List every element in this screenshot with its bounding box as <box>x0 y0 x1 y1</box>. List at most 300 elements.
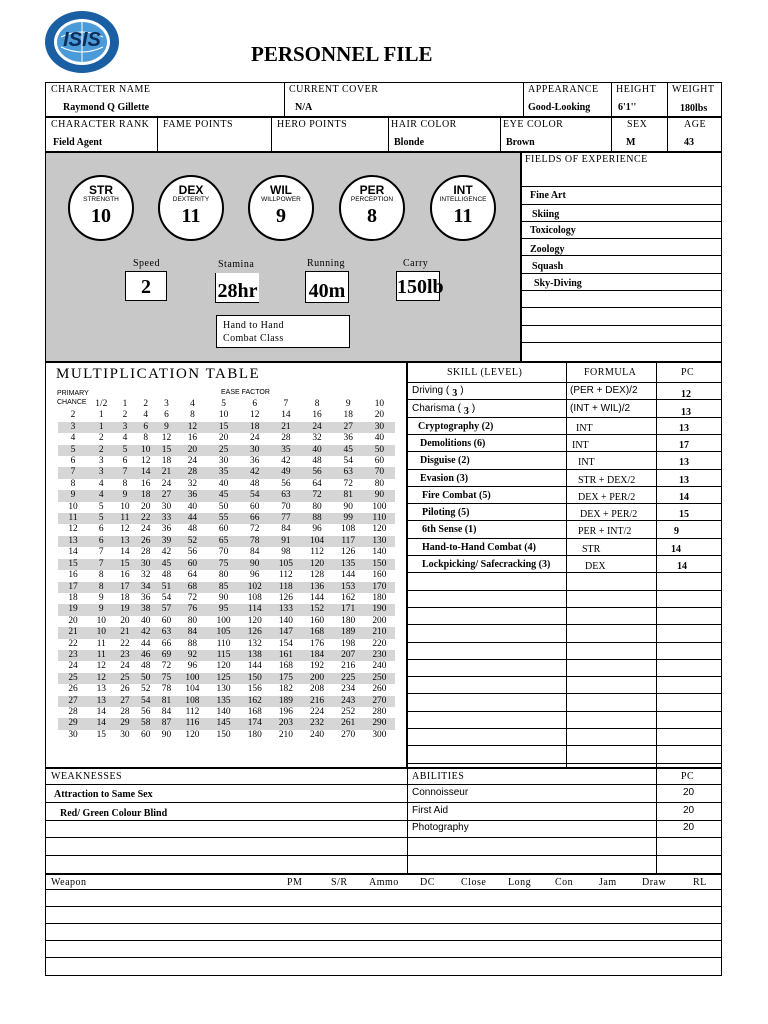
skill-name[interactable]: Demolitions (6) <box>420 437 486 449</box>
ability-name[interactable]: Photography <box>412 822 469 833</box>
formula-label: FORMULA <box>584 367 637 378</box>
stamina-label: Stamina <box>218 259 255 270</box>
mult-cell: 150 <box>364 559 395 570</box>
mult-cell: 44 <box>177 513 208 524</box>
skill-row-line <box>407 555 722 556</box>
logo-text: ISIS <box>63 29 101 51</box>
mult-cell: 207 <box>333 650 364 661</box>
mult-cell: 250 <box>364 673 395 684</box>
appearance-label: APPEARANCE <box>528 84 599 95</box>
mult-primary-chance: 19 <box>58 604 88 615</box>
mult-header: 1/2 <box>95 399 108 409</box>
skill-name[interactable] <box>412 385 464 399</box>
stat-value[interactable]: 8 <box>367 205 377 227</box>
mult-cell: 120 <box>216 661 231 672</box>
mult-row <box>58 559 395 570</box>
mult-cell: 52 <box>177 536 208 547</box>
weight-value[interactable]: 180lbs <box>680 103 708 114</box>
mult-cell: 125 <box>208 673 239 684</box>
field-item[interactable]: Sky-Diving <box>534 278 582 289</box>
weapon-col: Long <box>508 877 532 888</box>
stat-value[interactable]: 11 <box>181 205 201 227</box>
mult-cell: 35 <box>208 467 239 478</box>
mult-cell: 22 <box>120 638 130 649</box>
mult-cell: 192 <box>310 661 325 672</box>
mult-row <box>58 547 395 558</box>
mult-cell: 28 <box>281 433 291 444</box>
field-item[interactable]: Toxicology <box>530 225 576 236</box>
mult-cell: 16 <box>141 478 151 489</box>
skill-name[interactable]: Evasion (3) <box>420 472 469 484</box>
mult-cell: 161 <box>270 650 301 661</box>
running-label: Running <box>307 258 345 269</box>
skill-pc[interactable]: 9 <box>674 526 679 538</box>
mult-cell: 48 <box>312 456 322 467</box>
mult-cell: 81 <box>333 490 364 501</box>
mult-cell: 32 <box>312 433 322 444</box>
mult-primary-chance: 20 <box>68 615 78 626</box>
mult-cell: 12 <box>141 456 151 467</box>
mult-header: 6 <box>252 399 258 409</box>
stamina-value[interactable]: 28hr <box>215 273 259 303</box>
mult-cell: 203 <box>270 718 301 729</box>
mult-row <box>58 730 395 741</box>
abilities-pc-label: PC <box>681 771 695 782</box>
mult-header: 9 <box>345 399 351 409</box>
mult-row <box>58 684 395 695</box>
current-cover-value[interactable]: N/A <box>295 102 313 113</box>
mult-cell: 25 <box>115 673 136 684</box>
mult-cell: 99 <box>333 513 364 524</box>
skill-formula: (INT + WIL)/2 <box>570 403 631 414</box>
skill-name[interactable]: Piloting (5) <box>422 507 470 519</box>
skill-name-text: Driving ( <box>412 385 450 396</box>
mult-cell: 84 <box>281 524 291 535</box>
mult-primary-chance: 12 <box>68 524 78 535</box>
mult-cell: 9 <box>98 592 104 603</box>
speed-label: Speed <box>133 258 160 269</box>
skill-pc[interactable]: 13 <box>681 407 691 418</box>
skill-close: ) <box>471 403 476 414</box>
mult-cell: 30 <box>218 456 229 467</box>
mult-cell: 27 <box>333 422 364 433</box>
skill-pc[interactable]: 12 <box>681 389 691 400</box>
stat-value[interactable]: 11 <box>453 205 473 227</box>
mult-cell: 21 <box>115 627 136 638</box>
mult-row <box>58 524 395 535</box>
mult-cell: 60 <box>218 524 229 535</box>
ability-pc[interactable]: 20 <box>683 805 695 816</box>
weapon-col: RL <box>693 877 707 888</box>
mult-cell: 80 <box>374 478 385 489</box>
stat-abbr: INT <box>453 183 473 197</box>
mult-cell: 3 <box>115 422 136 433</box>
mult-cell: 156 <box>247 684 262 695</box>
mult-row <box>58 661 395 672</box>
mult-row <box>58 513 395 524</box>
mult-cell: 32 <box>187 478 198 489</box>
mult-cell: 72 <box>301 490 332 501</box>
mult-cell: 168 <box>301 627 332 638</box>
fields-label: FIELDS OF EXPERIENCE <box>525 154 648 165</box>
mult-cell: 50 <box>364 445 395 456</box>
appearance-value[interactable]: Good-Looking <box>528 102 591 113</box>
mult-cell: 225 <box>333 673 364 684</box>
mult-cell: 100 <box>372 501 387 512</box>
mult-cell: 184 <box>301 650 332 661</box>
mult-cell: 57 <box>156 604 177 615</box>
mult-row <box>58 570 395 581</box>
skill-formula: STR <box>582 543 601 555</box>
stat-value[interactable]: 9 <box>276 205 286 227</box>
age-value[interactable]: 43 <box>684 137 694 148</box>
mult-cell: 10 <box>96 615 106 626</box>
mult-cell: 88 <box>301 513 332 524</box>
mult-cell: 66 <box>161 638 172 649</box>
mult-cell: 8 <box>88 582 115 593</box>
mult-cell: 11 <box>96 638 106 649</box>
mult-primary-chance: 13 <box>58 536 88 547</box>
mult-cell: 144 <box>310 592 325 603</box>
mult-primary-chance: 5 <box>58 445 88 456</box>
mult-row <box>58 627 395 638</box>
mult-cell: 69 <box>156 650 177 661</box>
mult-cell: 4 <box>143 410 149 421</box>
mult-cell: 50 <box>218 501 229 512</box>
mult-primary-chance: 22 <box>68 638 78 649</box>
mult-cell: 4 <box>122 433 128 444</box>
abilities-label: ABILITIES <box>412 771 465 782</box>
skill-pc[interactable]: 14 <box>677 561 687 572</box>
mult-cell: 200 <box>301 673 332 684</box>
rank-value[interactable]: Field Agent <box>53 137 103 148</box>
mult-cell: 60 <box>177 559 208 570</box>
mult-cell: 96 <box>312 524 322 535</box>
mult-cell: 98 <box>281 547 291 558</box>
mult-cell: 176 <box>310 638 325 649</box>
mult-title: MULTIPLICATION TABLE <box>56 366 261 382</box>
mult-row <box>58 639 395 650</box>
h2h-line1: Hand to Hand <box>223 320 284 331</box>
mult-header: 7 <box>283 399 289 409</box>
mult-cell: 150 <box>239 673 270 684</box>
primary-chance-line1: PRIMARY <box>57 390 89 397</box>
mult-cell: 174 <box>239 718 270 729</box>
mult-row <box>58 433 395 444</box>
mult-cell: 34 <box>135 582 156 593</box>
sex-value[interactable]: M <box>626 137 636 148</box>
weakness-item[interactable]: Red/ Green Colour Blind <box>60 808 168 819</box>
mult-cell: 130 <box>364 536 395 547</box>
mult-cell: 190 <box>364 604 395 615</box>
mult-cell: 6 <box>135 422 156 433</box>
weapon-col: Jam <box>599 877 617 888</box>
mult-cell: 116 <box>177 718 208 729</box>
mult-cell: 30 <box>364 422 395 433</box>
mult-cell: 243 <box>333 696 364 707</box>
mult-cell: 32 <box>141 570 151 581</box>
stat-full: PERCEPTION <box>350 196 394 203</box>
mult-cell: 60 <box>141 729 151 740</box>
mult-cell: 40 <box>374 433 385 444</box>
mult-cell: 52 <box>141 684 151 695</box>
field-item[interactable]: Fine Art <box>530 190 566 201</box>
skill-pc[interactable]: 13 <box>679 422 689 434</box>
mult-cell: 1 <box>88 422 115 433</box>
eye-color-value[interactable]: Brown <box>506 137 535 148</box>
h2h-combat-class[interactable] <box>216 315 350 348</box>
mult-cell: 40 <box>187 501 198 512</box>
mult-cell: 216 <box>341 661 356 672</box>
mult-cell: 42 <box>161 547 172 558</box>
mult-cell: 105 <box>270 559 301 570</box>
mult-cell: 27 <box>115 696 136 707</box>
mult-cell: 162 <box>341 592 356 603</box>
mult-cell: 42 <box>239 467 270 478</box>
mult-primary-chance: 24 <box>68 661 78 672</box>
mult-primary-chance: 11 <box>58 513 88 524</box>
mult-cell: 80 <box>312 501 322 512</box>
mult-cell: 120 <box>372 524 387 535</box>
mult-cell: 78 <box>161 684 172 695</box>
mult-cell: 216 <box>301 696 332 707</box>
mult-cell: 234 <box>341 684 356 695</box>
ability-pc[interactable]: 20 <box>683 822 695 833</box>
mult-cell: 13 <box>115 536 136 547</box>
character-name-value[interactable]: Raymond Q Gillette <box>63 102 150 113</box>
mult-primary-chance: 2 <box>70 410 76 421</box>
skill-name[interactable]: Cryptography (2) <box>418 420 494 432</box>
mult-cell: 24 <box>250 433 260 444</box>
skill-row-line <box>407 642 722 643</box>
mult-cell: 12 <box>250 410 260 421</box>
mult-cell: 39 <box>156 536 177 547</box>
mult-cell: 260 <box>372 684 387 695</box>
ability-name[interactable]: First Aid <box>412 805 449 816</box>
mult-header: 5 <box>221 399 226 409</box>
field-item[interactable]: Skiing <box>532 209 560 220</box>
mult-cell: 96 <box>187 661 198 672</box>
isis-logo <box>43 9 121 75</box>
skill-name[interactable]: Hand-to-Hand Combat (4) <box>422 541 536 553</box>
mult-cell: 138 <box>239 650 270 661</box>
mult-cell: 90 <box>364 490 395 501</box>
skill-pc[interactable]: 14 <box>671 543 681 555</box>
mult-cell: 65 <box>208 536 239 547</box>
skill-pc[interactable]: 14 <box>679 491 689 503</box>
mult-primary-chance: 10 <box>68 501 78 512</box>
primary-chance-line2: CHANCE <box>57 399 87 406</box>
skill-level-label: SKILL (LEVEL) <box>447 367 523 378</box>
mult-cell: 72 <box>161 661 172 672</box>
mult-cell: 112 <box>279 570 293 581</box>
skill-formula: STR + DEX/2 <box>578 474 636 486</box>
height-value[interactable]: 6'1'' <box>618 102 637 113</box>
skill-pc[interactable]: 13 <box>679 457 689 469</box>
mult-cell: 40 <box>301 445 332 456</box>
mult-cell: 63 <box>333 467 364 478</box>
mult-cell: 2 <box>122 410 128 421</box>
mult-cell: 84 <box>161 706 172 717</box>
mult-cell: 15 <box>156 445 177 456</box>
mult-cell: 42 <box>281 456 291 467</box>
mult-cell: 30 <box>120 729 130 740</box>
mult-primary-chance: 8 <box>70 478 76 489</box>
stat-abbr: WIL <box>270 183 292 197</box>
mult-cell: 154 <box>278 638 293 649</box>
mult-cell: 54 <box>135 696 156 707</box>
skill-row-line <box>407 572 722 573</box>
mult-cell: 145 <box>208 718 239 729</box>
field-item[interactable]: Zoology <box>530 244 565 255</box>
mult-cell: 58 <box>135 718 156 729</box>
mult-cell: 14 <box>120 547 130 558</box>
running-value[interactable]: 40m <box>305 271 349 303</box>
skill-row-line <box>407 728 722 729</box>
mult-cell: 14 <box>281 410 291 421</box>
skill-formula: DEX + PER/2 <box>580 509 638 521</box>
mult-cell: 104 <box>301 536 332 547</box>
mult-header: 8 <box>314 399 320 409</box>
mult-primary-chance: 23 <box>58 650 88 661</box>
mult-cell: 10 <box>218 410 229 421</box>
skill-row-line <box>407 469 722 470</box>
stat-abbr: DEX <box>178 183 204 197</box>
stat-full: INTELLIGENCE <box>439 196 487 203</box>
mult-row <box>58 616 395 627</box>
mult-cell: 36 <box>141 592 151 603</box>
mult-cell: 5 <box>88 513 115 524</box>
skill-row-line <box>407 676 722 677</box>
mult-cell: 114 <box>239 604 270 615</box>
mult-primary-chance: 4 <box>70 433 76 444</box>
skill-pc[interactable]: 13 <box>679 474 689 486</box>
skill-name[interactable]: Lockpicking/ Safecracking (3) <box>422 559 551 570</box>
mult-row <box>58 422 395 433</box>
skill-row-line <box>407 486 722 487</box>
mult-cell: 15 <box>208 422 239 433</box>
mult-cell: 144 <box>341 570 356 581</box>
fame-points-label: FAME POINTS <box>163 119 234 130</box>
mult-cell: 118 <box>270 582 301 593</box>
mult-cell: 240 <box>372 661 387 672</box>
skill-formula: DEX + PER/2 <box>578 491 636 503</box>
mult-cell: 10 <box>120 501 130 512</box>
ability-pc[interactable]: 20 <box>683 787 695 798</box>
skill-name[interactable]: Fire Combat (5) <box>422 489 491 501</box>
mult-cell: 110 <box>364 513 395 524</box>
mult-cell: 168 <box>278 661 293 672</box>
mult-cell: 270 <box>364 696 395 707</box>
mult-primary-chance: 29 <box>58 718 88 729</box>
hero-points-label: HERO POINTS <box>277 119 348 130</box>
mult-cell: 24 <box>301 422 332 433</box>
mult-cell: 26 <box>135 536 156 547</box>
stat-wil <box>248 175 314 241</box>
current-cover-label: CURRENT COVER <box>289 84 379 95</box>
height-label: HEIGHT <box>616 84 657 95</box>
mult-cell: 42 <box>135 627 156 638</box>
mult-primary-chance: 30 <box>68 729 78 740</box>
weapon-col: PM <box>287 877 303 888</box>
mult-cell: 162 <box>239 696 270 707</box>
mult-cell: 23 <box>115 650 136 661</box>
mult-cell: 8 <box>122 478 128 489</box>
mult-cell: 95 <box>208 604 239 615</box>
carry-value[interactable]: 150lb <box>396 271 440 301</box>
skill-pc[interactable]: 17 <box>679 439 689 451</box>
mult-cell: 45 <box>208 490 239 501</box>
rank-label: CHARACTER RANK <box>51 119 150 130</box>
skill-name[interactable]: 6th Sense (1) <box>422 524 477 536</box>
skill-formula: PER + INT/2 <box>578 526 632 538</box>
mult-row <box>58 604 395 615</box>
speed-value[interactable]: 2 <box>125 271 167 301</box>
stat-int <box>430 175 496 241</box>
mult-cell: 75 <box>156 673 177 684</box>
skill-level: 3 <box>452 388 458 399</box>
mult-primary-chance: 16 <box>68 570 78 581</box>
stat-value[interactable]: 10 <box>91 205 111 227</box>
stat-full: STRENGTH <box>83 196 119 203</box>
skill-name[interactable]: Disguise (2) <box>420 455 470 467</box>
mult-cell: 46 <box>135 650 156 661</box>
mult-cell: 140 <box>216 706 231 717</box>
weapon-col: Weapon <box>51 877 87 888</box>
skill-row-line <box>407 693 722 694</box>
mult-row <box>58 696 395 707</box>
mult-cell: 4 <box>98 478 104 489</box>
mult-cell: 220 <box>372 638 387 649</box>
mult-cell: 90 <box>161 729 172 740</box>
weapon-col: Draw <box>642 877 667 888</box>
mult-cell: 182 <box>278 684 293 695</box>
mult-cell: 136 <box>301 582 332 593</box>
skill-row-line <box>407 590 722 591</box>
mult-row <box>58 718 395 729</box>
skill-row-line <box>407 745 722 746</box>
mult-cell: 72 <box>187 592 198 603</box>
mult-cell: 8 <box>190 410 195 421</box>
skill-pc[interactable]: 15 <box>679 509 689 521</box>
mult-cell: 115 <box>208 650 239 661</box>
h2h-line2: Combat Class <box>223 333 284 344</box>
mult-cell: 9 <box>115 490 136 501</box>
mult-cell: 300 <box>372 729 387 740</box>
character-name-label: CHARACTER NAME <box>51 84 151 95</box>
field-item[interactable]: Squash <box>532 261 564 272</box>
mult-cell: 60 <box>374 456 385 467</box>
mult-cell: 153 <box>333 582 364 593</box>
hair-color-value[interactable]: Blonde <box>394 137 425 148</box>
mult-cell: 84 <box>177 627 208 638</box>
mult-cell: 64 <box>312 478 322 489</box>
mult-cell: 11 <box>115 513 136 524</box>
mult-primary-chance: 3 <box>58 422 88 433</box>
multiplication-table <box>58 399 395 741</box>
skill-formula: (PER + DEX)/2 <box>570 385 638 396</box>
mult-cell: 36 <box>161 524 172 535</box>
ability-name[interactable]: Connoisseur <box>412 787 469 798</box>
skill-row-line <box>407 763 722 764</box>
weakness-item[interactable]: Attraction to Same Sex <box>54 789 153 800</box>
skill-name[interactable] <box>412 403 476 417</box>
mult-cell: 81 <box>156 696 177 707</box>
skill-level: 3 <box>463 406 469 417</box>
mult-cell: 38 <box>135 604 156 615</box>
mult-cell: 56 <box>141 706 151 717</box>
skill-row-line <box>407 659 722 660</box>
